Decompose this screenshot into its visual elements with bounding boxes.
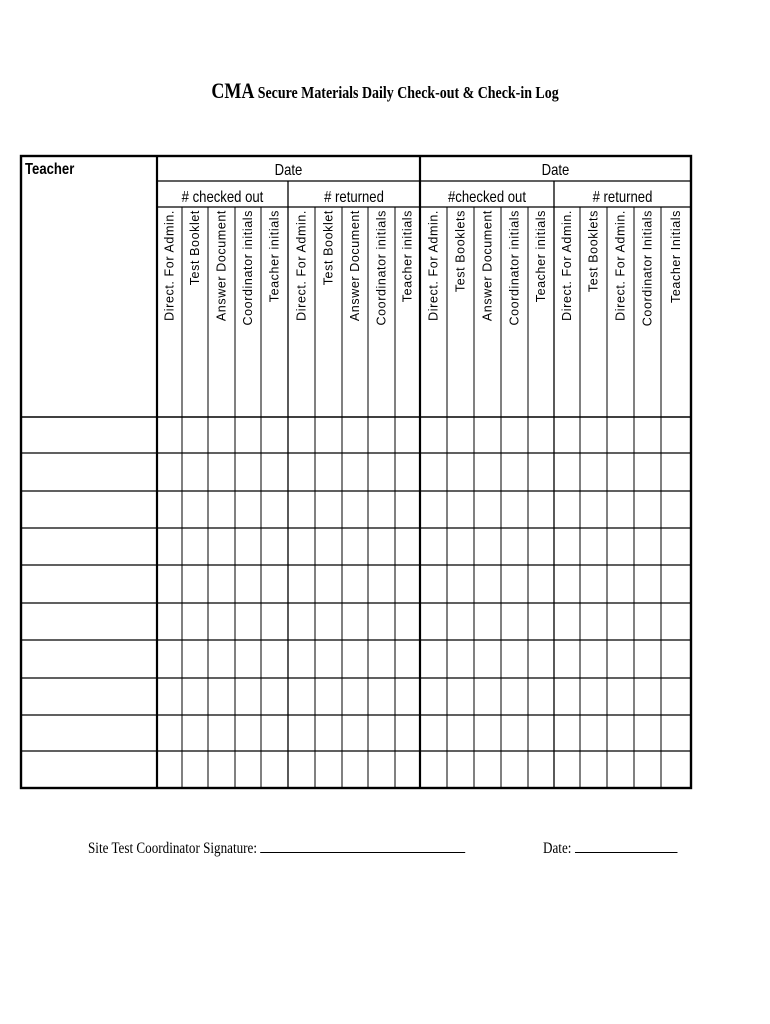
entry-cell[interactable] bbox=[635, 716, 660, 750]
date-field[interactable] bbox=[543, 838, 677, 858]
entry-cell[interactable] bbox=[209, 454, 234, 490]
entry-cell[interactable] bbox=[316, 604, 341, 639]
entry-cell[interactable] bbox=[369, 529, 394, 564]
entry-cell[interactable] bbox=[343, 716, 367, 750]
entry-cell[interactable] bbox=[421, 418, 446, 452]
entry-cell[interactable] bbox=[369, 752, 394, 787]
entry-cell[interactable] bbox=[502, 641, 527, 677]
entry-cell[interactable] bbox=[262, 454, 287, 490]
date-header: Date bbox=[274, 161, 303, 180]
column-label: Teacher initials bbox=[534, 210, 548, 303]
entry-cell[interactable] bbox=[183, 566, 207, 602]
entry-cell[interactable] bbox=[396, 752, 419, 787]
returned-header: # returned bbox=[592, 188, 653, 207]
entry-cell[interactable] bbox=[209, 492, 234, 527]
entry-cell[interactable] bbox=[475, 492, 500, 527]
entry-cell[interactable] bbox=[396, 641, 419, 677]
entry-cell[interactable] bbox=[343, 604, 367, 639]
teacher-name-cell[interactable] bbox=[22, 679, 156, 714]
entry-cell[interactable] bbox=[608, 679, 633, 714]
entry-cell[interactable] bbox=[475, 418, 500, 452]
entry-cell[interactable] bbox=[448, 752, 473, 787]
entry-cell[interactable] bbox=[343, 418, 367, 452]
entry-cell[interactable] bbox=[421, 492, 446, 527]
signature-field[interactable] bbox=[88, 838, 465, 858]
entry-cell[interactable] bbox=[608, 418, 633, 452]
entry-cell[interactable] bbox=[316, 418, 341, 452]
entry-cell[interactable] bbox=[662, 679, 690, 714]
entry-cell[interactable] bbox=[448, 716, 473, 750]
entry-cell[interactable] bbox=[289, 492, 314, 527]
date-line[interactable] bbox=[575, 838, 678, 853]
entry-cell[interactable] bbox=[555, 716, 579, 750]
teacher-name-cell[interactable] bbox=[22, 566, 156, 602]
column-label: Teacher initials bbox=[267, 210, 282, 303]
entry-cell[interactable] bbox=[209, 752, 234, 787]
entry-cell[interactable] bbox=[289, 679, 314, 714]
entry-cell[interactable] bbox=[343, 752, 367, 787]
entry-cell[interactable] bbox=[448, 418, 473, 452]
entry-cell[interactable] bbox=[421, 679, 446, 714]
entry-cell[interactable] bbox=[421, 752, 446, 787]
entry-cell[interactable] bbox=[662, 529, 690, 564]
entry-cell[interactable] bbox=[555, 641, 579, 677]
entry-cell[interactable] bbox=[635, 679, 660, 714]
entry-cell[interactable] bbox=[236, 566, 260, 602]
entry-cell[interactable] bbox=[396, 454, 419, 490]
teacher-name-cell[interactable] bbox=[22, 641, 156, 677]
entry-cell[interactable] bbox=[529, 566, 553, 602]
teacher-name-cell[interactable] bbox=[22, 418, 156, 452]
entry-cell[interactable] bbox=[158, 529, 181, 564]
entry-cell[interactable] bbox=[396, 716, 419, 750]
entry-cell[interactable] bbox=[475, 716, 500, 750]
column-label: Direct. For Admin. bbox=[162, 210, 177, 321]
entry-cell[interactable] bbox=[236, 752, 260, 787]
column-label: Direct. For Admin. bbox=[560, 210, 574, 321]
entry-cell[interactable] bbox=[662, 454, 690, 490]
entry-cell[interactable] bbox=[396, 492, 419, 527]
entry-cell[interactable] bbox=[316, 679, 341, 714]
entry-cell[interactable] bbox=[236, 492, 260, 527]
entry-cell[interactable] bbox=[183, 529, 207, 564]
entry-cell[interactable] bbox=[635, 492, 660, 527]
entry-cell[interactable] bbox=[343, 454, 367, 490]
entry-cell[interactable] bbox=[209, 418, 234, 452]
entry-cell[interactable] bbox=[581, 454, 606, 490]
entry-cell[interactable] bbox=[289, 566, 314, 602]
entry-cell[interactable] bbox=[396, 679, 419, 714]
column-label: Coordinator Initials bbox=[640, 210, 655, 327]
column-label: Test Booklet bbox=[321, 210, 336, 286]
entry-cell[interactable] bbox=[369, 492, 394, 527]
entry-cell[interactable] bbox=[608, 529, 633, 564]
entry-cell[interactable] bbox=[369, 716, 394, 750]
entry-cell[interactable] bbox=[369, 679, 394, 714]
entry-cell[interactable] bbox=[555, 492, 579, 527]
entry-cell[interactable] bbox=[316, 641, 341, 677]
entry-cell[interactable] bbox=[555, 418, 579, 452]
column-label: Answer Document bbox=[480, 210, 495, 322]
entry-cell[interactable] bbox=[608, 641, 633, 677]
entry-cell[interactable] bbox=[209, 679, 234, 714]
entry-cell[interactable] bbox=[555, 679, 579, 714]
column-label: Direct. For Admin. bbox=[613, 210, 628, 321]
entry-cell[interactable] bbox=[635, 641, 660, 677]
entry-cell[interactable] bbox=[183, 454, 207, 490]
entry-cell[interactable] bbox=[183, 492, 207, 527]
entry-cell[interactable] bbox=[529, 492, 553, 527]
entry-cell[interactable] bbox=[635, 418, 660, 452]
entry-cell[interactable] bbox=[158, 716, 181, 750]
entry-cell[interactable] bbox=[209, 566, 234, 602]
entry-cell[interactable] bbox=[396, 418, 419, 452]
entry-cell[interactable] bbox=[662, 566, 690, 602]
entry-cell[interactable] bbox=[289, 529, 314, 564]
entry-cell[interactable] bbox=[581, 492, 606, 527]
entry-cell[interactable] bbox=[262, 604, 287, 639]
entry-cell[interactable] bbox=[316, 566, 341, 602]
entry-cell[interactable] bbox=[316, 529, 341, 564]
entry-cell[interactable] bbox=[262, 529, 287, 564]
entry-cell[interactable] bbox=[475, 454, 500, 490]
entry-cell[interactable] bbox=[502, 716, 527, 750]
entry-cell[interactable] bbox=[502, 679, 527, 714]
teacher-name-cell[interactable] bbox=[22, 604, 156, 639]
column-label: Test Booklets bbox=[586, 210, 601, 293]
column-label: Test Booklet bbox=[188, 210, 202, 286]
entry-cell[interactable] bbox=[448, 641, 473, 677]
entry-cell[interactable] bbox=[581, 679, 606, 714]
entry-cell[interactable] bbox=[316, 454, 341, 490]
entry-cell[interactable] bbox=[158, 641, 181, 677]
entry-cell[interactable] bbox=[635, 752, 660, 787]
entry-cell[interactable] bbox=[262, 679, 287, 714]
entry-cell[interactable] bbox=[396, 604, 419, 639]
entry-cell[interactable] bbox=[183, 641, 207, 677]
teacher-name-cell[interactable] bbox=[22, 454, 156, 490]
column-label: Answer Document bbox=[214, 210, 229, 322]
entry-cell[interactable] bbox=[236, 454, 260, 490]
entry-cell[interactable] bbox=[662, 641, 690, 677]
entry-cell[interactable] bbox=[581, 566, 606, 602]
entry-cell[interactable] bbox=[502, 418, 527, 452]
entry-cell[interactable] bbox=[448, 566, 473, 602]
entry-cell[interactable] bbox=[529, 529, 553, 564]
entry-cell[interactable] bbox=[662, 752, 690, 787]
entry-cell[interactable] bbox=[421, 641, 446, 677]
entry-cell[interactable] bbox=[662, 604, 690, 639]
entry-cell[interactable] bbox=[635, 604, 660, 639]
entry-cell[interactable] bbox=[608, 454, 633, 490]
entry-cell[interactable] bbox=[262, 641, 287, 677]
entry-cell[interactable] bbox=[289, 716, 314, 750]
entry-cell[interactable] bbox=[236, 604, 260, 639]
entry-cell[interactable] bbox=[158, 492, 181, 527]
teacher-name-cell[interactable] bbox=[22, 716, 156, 750]
entry-cell[interactable] bbox=[183, 679, 207, 714]
column-label: Coordinator initials bbox=[507, 210, 522, 326]
entry-cell[interactable] bbox=[209, 529, 234, 564]
entry-cell[interactable] bbox=[608, 566, 633, 602]
entry-cell[interactable] bbox=[158, 418, 181, 452]
entry-cell[interactable] bbox=[236, 641, 260, 677]
entry-cell[interactable] bbox=[608, 716, 633, 750]
entry-cell[interactable] bbox=[662, 418, 690, 452]
entry-cell[interactable] bbox=[236, 418, 260, 452]
entry-cell[interactable] bbox=[158, 604, 181, 639]
entry-cell[interactable] bbox=[475, 679, 500, 714]
entry-cell[interactable] bbox=[581, 752, 606, 787]
entry-cell[interactable] bbox=[529, 454, 553, 490]
column-label: Direct. For Admin. bbox=[426, 210, 441, 321]
entry-cell[interactable] bbox=[236, 679, 260, 714]
entry-cell[interactable] bbox=[475, 641, 500, 677]
entry-cell[interactable] bbox=[236, 529, 260, 564]
entry-cell[interactable] bbox=[421, 454, 446, 490]
entry-cell[interactable] bbox=[475, 529, 500, 564]
entry-cell[interactable] bbox=[555, 604, 579, 639]
teacher-name-cell[interactable] bbox=[22, 529, 156, 564]
entry-cell[interactable] bbox=[475, 566, 500, 602]
entry-cell[interactable] bbox=[448, 604, 473, 639]
date-header: Date bbox=[541, 161, 570, 180]
returned-header: # returned bbox=[324, 188, 384, 207]
entry-cell[interactable] bbox=[421, 529, 446, 564]
column-label: Test Booklets bbox=[453, 210, 468, 293]
entry-cell[interactable] bbox=[343, 529, 367, 564]
entry-cell[interactable] bbox=[316, 492, 341, 527]
entry-cell[interactable] bbox=[502, 529, 527, 564]
entry-cell[interactable] bbox=[158, 752, 181, 787]
signature-label: Site Test Coordinator Signature: bbox=[88, 840, 258, 857]
entry-cell[interactable] bbox=[581, 604, 606, 639]
entry-cell[interactable] bbox=[421, 566, 446, 602]
entry-cell[interactable] bbox=[262, 716, 287, 750]
column-label: Answer Document bbox=[348, 210, 362, 322]
entry-cell[interactable] bbox=[183, 752, 207, 787]
column-label: Teacher initials bbox=[400, 210, 415, 303]
entry-cell[interactable] bbox=[529, 752, 553, 787]
entry-cell[interactable] bbox=[448, 679, 473, 714]
entry-cell[interactable] bbox=[369, 566, 394, 602]
entry-cell[interactable] bbox=[183, 604, 207, 639]
entry-cell[interactable] bbox=[158, 454, 181, 490]
entry-cell[interactable] bbox=[581, 641, 606, 677]
entry-cell[interactable] bbox=[608, 604, 633, 639]
entry-cell[interactable] bbox=[529, 716, 553, 750]
title-abbreviation: CMA bbox=[211, 78, 255, 103]
entry-cell[interactable] bbox=[608, 752, 633, 787]
entry-cell[interactable] bbox=[529, 604, 553, 639]
entry-cell[interactable] bbox=[262, 566, 287, 602]
entry-cell[interactable] bbox=[581, 418, 606, 452]
column-label: Direct. For Admin. bbox=[294, 210, 309, 321]
column-label: Teacher Initials bbox=[669, 210, 683, 303]
entry-cell[interactable] bbox=[448, 492, 473, 527]
entry-cell[interactable] bbox=[183, 716, 207, 750]
checked-out-header: # checked out bbox=[181, 188, 264, 207]
entry-cell[interactable] bbox=[289, 454, 314, 490]
signature-line[interactable] bbox=[260, 838, 465, 853]
entry-cell[interactable] bbox=[369, 604, 394, 639]
entry-cell[interactable] bbox=[608, 492, 633, 527]
entry-cell[interactable] bbox=[396, 566, 419, 602]
entry-cell[interactable] bbox=[475, 752, 500, 787]
entry-cell[interactable] bbox=[183, 418, 207, 452]
entry-cell[interactable] bbox=[262, 492, 287, 527]
entry-cell[interactable] bbox=[581, 716, 606, 750]
teacher-column-header: Teacher bbox=[25, 160, 75, 179]
entry-cell[interactable] bbox=[662, 492, 690, 527]
entry-cell[interactable] bbox=[529, 641, 553, 677]
entry-cell[interactable] bbox=[343, 679, 367, 714]
entry-cell[interactable] bbox=[555, 752, 579, 787]
entry-cell[interactable] bbox=[316, 716, 341, 750]
date-label: Date: bbox=[543, 840, 572, 857]
entry-cell[interactable] bbox=[475, 604, 500, 639]
entry-cell[interactable] bbox=[555, 454, 579, 490]
entry-cell[interactable] bbox=[529, 679, 553, 714]
teacher-name-cell[interactable] bbox=[22, 752, 156, 787]
entry-cell[interactable] bbox=[421, 604, 446, 639]
teacher-name-cell[interactable] bbox=[22, 492, 156, 527]
entry-cell[interactable] bbox=[343, 566, 367, 602]
entry-cell[interactable] bbox=[448, 529, 473, 564]
entry-cell[interactable] bbox=[289, 418, 314, 452]
entry-cell[interactable] bbox=[662, 716, 690, 750]
entry-cell[interactable] bbox=[502, 604, 527, 639]
entry-cell[interactable] bbox=[502, 492, 527, 527]
entry-cell[interactable] bbox=[448, 454, 473, 490]
entry-cell[interactable] bbox=[369, 418, 394, 452]
entry-cell[interactable] bbox=[289, 752, 314, 787]
entry-cell[interactable] bbox=[581, 529, 606, 564]
entry-cell[interactable] bbox=[316, 752, 341, 787]
entry-cell[interactable] bbox=[343, 492, 367, 527]
column-label: Coordinator initials bbox=[241, 210, 255, 326]
entry-cell[interactable] bbox=[635, 454, 660, 490]
column-label: Coordinator initials bbox=[374, 210, 389, 326]
entry-cell[interactable] bbox=[262, 752, 287, 787]
entry-cell[interactable] bbox=[502, 454, 527, 490]
entry-cell[interactable] bbox=[502, 566, 527, 602]
entry-cell[interactable] bbox=[289, 604, 314, 639]
entry-cell[interactable] bbox=[369, 641, 394, 677]
entry-cell[interactable] bbox=[209, 641, 234, 677]
entry-cell[interactable] bbox=[421, 716, 446, 750]
entry-cell[interactable] bbox=[289, 641, 314, 677]
entry-cell[interactable] bbox=[635, 566, 660, 602]
entry-cell[interactable] bbox=[555, 566, 579, 602]
title-text: Secure Materials Daily Check-out & Check-in Log bbox=[257, 83, 559, 102]
entry-cell[interactable] bbox=[555, 529, 579, 564]
entry-cell[interactable] bbox=[529, 418, 553, 452]
entry-cell[interactable] bbox=[502, 752, 527, 787]
entry-cell[interactable] bbox=[396, 529, 419, 564]
entry-cell[interactable] bbox=[369, 454, 394, 490]
entry-cell[interactable] bbox=[262, 418, 287, 452]
entry-cell[interactable] bbox=[209, 716, 234, 750]
entry-cell[interactable] bbox=[343, 641, 367, 677]
entry-cell[interactable] bbox=[209, 604, 234, 639]
entry-cell[interactable] bbox=[158, 679, 181, 714]
entry-cell[interactable] bbox=[236, 716, 260, 750]
checked-out-header: #checked out bbox=[447, 188, 527, 207]
entry-cell[interactable] bbox=[158, 566, 181, 602]
entry-cell[interactable] bbox=[635, 529, 660, 564]
